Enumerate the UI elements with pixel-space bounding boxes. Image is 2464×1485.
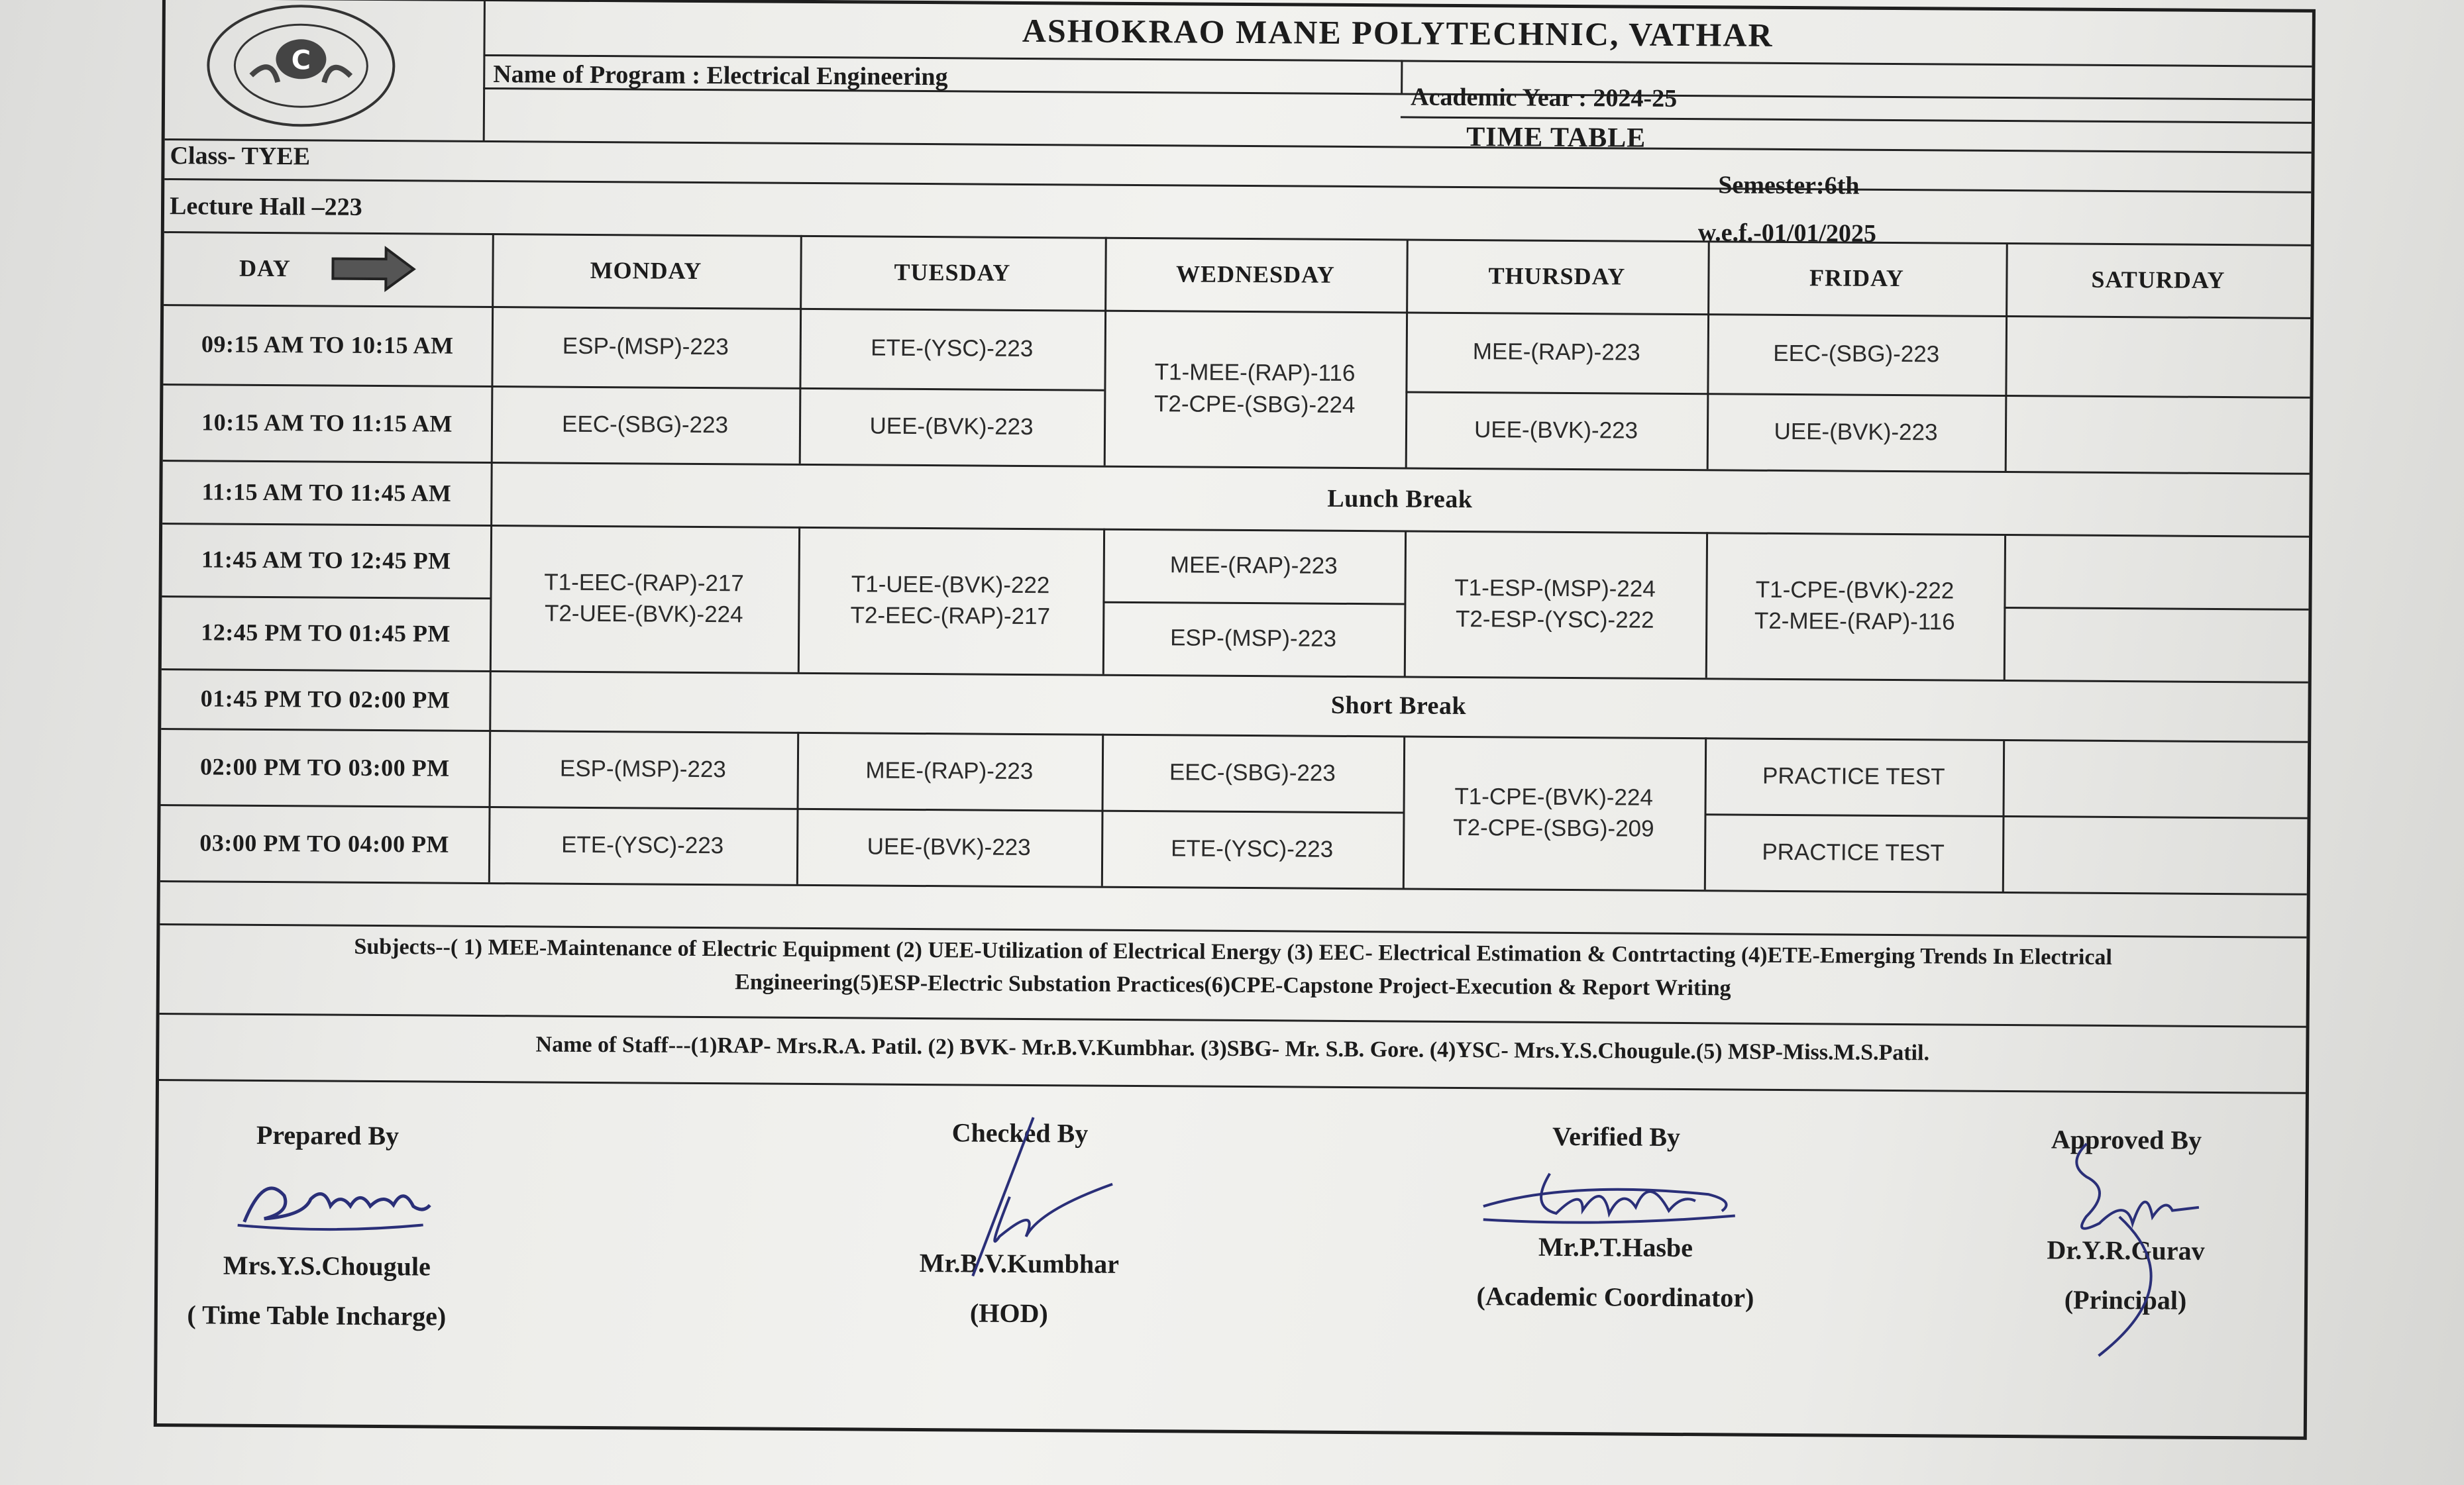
sign-verified xyxy=(1403,1119,1829,1313)
sign-checked-role: (HOD) xyxy=(969,1298,1048,1329)
signature-approved xyxy=(2039,1123,2212,1363)
sign-verified-title: Verified By xyxy=(1552,1121,1681,1152)
slot-tue-lab xyxy=(798,527,1103,674)
svg-text:C: C xyxy=(291,45,311,76)
time-slot-8: 03:00 PM TO 04:00 PM xyxy=(199,829,450,858)
slot-thu-lab-t2: T2-ESP-(YSC)-222 xyxy=(1455,605,1654,633)
slot-thu-lab2-t1: T1-CPE-(BVK)-224 xyxy=(1454,783,1654,811)
slot-mon-lab-t2: T2-UEE-(BVK)-224 xyxy=(544,600,743,628)
slot-mon-lab xyxy=(490,525,798,672)
semester-label: Semester:6th xyxy=(1718,171,1860,200)
day-label: DAY xyxy=(239,254,291,282)
time-slot-1: 09:15 AM TO 10:15 AM xyxy=(201,331,454,359)
slot-tue-1: ETE-(YSC)-223 xyxy=(871,334,1034,362)
signature-checked xyxy=(946,1110,1120,1290)
slot-mon-1: ESP-(MSP)-223 xyxy=(562,333,729,360)
sign-prepared xyxy=(171,1119,484,1332)
sign-prepared-title: Prepared By xyxy=(256,1119,400,1151)
slot-tue-lab-t1: T1-UEE-(BVK)-222 xyxy=(851,571,1050,598)
academic-year: Academic Year : 2024-25 xyxy=(1410,83,1678,113)
day-saturday: SATURDAY xyxy=(2091,266,2225,294)
slot-fri-1: EEC-(SBG)-223 xyxy=(1773,340,1940,368)
time-slot-5: 12:45 PM TO 01:45 PM xyxy=(201,619,451,647)
slot-wed-5: EEC-(SBG)-223 xyxy=(1169,759,1336,786)
slot-wed-3: MEE-(RAP)-223 xyxy=(1169,552,1338,580)
class-label: Class- TYEE xyxy=(170,142,311,171)
program-name: Name of Program : Electrical Engineering xyxy=(493,60,948,91)
sign-checked-title: Checked By xyxy=(951,1117,1089,1149)
sign-checked xyxy=(853,1116,1186,1329)
short-break: Short Break xyxy=(1330,691,1467,721)
slot-thu-lab xyxy=(1404,530,1706,678)
time-slot-2: 10:15 AM TO 11:15 AM xyxy=(201,408,453,437)
signature-prepared xyxy=(225,1159,437,1240)
arrow-right-icon xyxy=(331,246,417,293)
sign-prepared-name: Mrs.Y.S.Chougule xyxy=(223,1250,431,1282)
slot-mon-2: EEC-(SBG)-223 xyxy=(561,411,729,438)
sign-approved xyxy=(1966,1123,2286,1317)
day-tuesday: TUESDAY xyxy=(894,258,1011,286)
slot-mon-5: ESP-(MSP)-223 xyxy=(559,755,726,783)
time-slot-6: 01:45 PM TO 02:00 PM xyxy=(200,685,451,713)
sign-verified-name: Mr.P.T.Hasbe xyxy=(1538,1231,1693,1263)
slot-wed-6: ETE-(YSC)-223 xyxy=(1171,835,1334,862)
subjects-legend-line1: Subjects--( 1) MEE-Maintenance of Electric Equipment (2) UEE-Utilization of Electrical Energy (3) EEC- Electrical Estimation & Contrtacting (4)ETE-Emerging Trends In Electrical xyxy=(354,934,2113,970)
day-monday: MONDAY xyxy=(590,256,702,284)
document-title: TIME TABLE xyxy=(1466,122,1646,154)
sign-prepared-role: ( Time Table Incharge) xyxy=(187,1300,447,1331)
timetable-sheet xyxy=(154,0,2316,1440)
slot-thu-1: MEE-(RAP)-223 xyxy=(1472,338,1640,366)
slot-fri-5: PRACTICE TEST xyxy=(1762,762,1945,790)
lunch-break: Lunch Break xyxy=(1327,484,1473,513)
slot-thu-2: UEE-(BVK)-223 xyxy=(1473,416,1638,444)
slot-fri-lab xyxy=(1705,532,2004,680)
slot-fri-6: PRACTICE TEST xyxy=(1762,839,1945,866)
slot-thu-lab2-t2: T2-CPE-(SBG)-209 xyxy=(1453,814,1654,842)
signature-verified xyxy=(1470,1153,1749,1235)
slot-tue-lab-t2: T2-EEC-(RAP)-217 xyxy=(850,602,1051,630)
sign-approved-title: Approved By xyxy=(2051,1124,2202,1155)
lecture-hall-label: Lecture Hall –223 xyxy=(169,192,362,221)
slot-tue-2: UEE-(BVK)-223 xyxy=(869,413,1034,440)
sign-approved-name: Dr.Y.R.Gurav xyxy=(2047,1235,2205,1266)
staff-legend: Name of Staff---(1)RAP- Mrs.R.A. Patil. (2) BVK- Mr.B.V.Kumbhar. (3)SBG- Mr. S.B. Gore. (4)YSC- Mrs.Y.S.Chougule.(5) MSP-Miss.M.S.Patil. xyxy=(535,1032,1930,1066)
sign-verified-role: (Academic Coordinator) xyxy=(1476,1281,1754,1313)
slot-tue-5: MEE-(RAP)-223 xyxy=(865,757,1034,784)
slot-wed-lab xyxy=(1104,310,1406,468)
slot-tue-6: UEE-(BVK)-223 xyxy=(867,833,1031,860)
day-header xyxy=(164,231,492,306)
slot-mon-6: ETE-(YSC)-223 xyxy=(561,831,724,859)
slot-wed-lab-t2: T2-CPE-(SBG)-224 xyxy=(1153,390,1356,418)
time-slot-3: 11:15 AM TO 11:45 AM xyxy=(201,478,452,507)
wef-date: w.e.f.-01/01/2025 xyxy=(1697,219,1877,248)
slot-mon-lab-t1: T1-EEC-(RAP)-217 xyxy=(544,569,744,597)
slot-wed-4: ESP-(MSP)-223 xyxy=(1170,625,1337,652)
sign-approved-role: (Principal) xyxy=(2064,1284,2187,1315)
day-thursday: THURSDAY xyxy=(1488,262,1626,290)
slot-thu-lab2 xyxy=(1403,735,1705,890)
institute-logo xyxy=(205,2,398,129)
institute-name: ASHOKRAO MANE POLYTECHNIC, VATHAR xyxy=(1022,11,1774,54)
slot-wed-lab-t1: T1-MEE-(RAP)-116 xyxy=(1154,359,1356,387)
slot-fri-lab-t2: T2-MEE-(RAP)-116 xyxy=(1754,607,1955,635)
day-wednesday: WEDNESDAY xyxy=(1175,260,1335,288)
time-slot-7: 02:00 PM TO 03:00 PM xyxy=(199,752,450,782)
subjects-legend-line2: Engineering(5)ESP-Electric Substation Practices(6)CPE-Capstone Project-Execution & Report Writing xyxy=(735,970,1731,1001)
slot-thu-lab-t1: T1-ESP-(MSP)-224 xyxy=(1454,574,1656,602)
slot-fri-2: UEE-(BVK)-223 xyxy=(1774,418,1938,446)
sign-checked-name: Mr.B.V.Kumbhar xyxy=(919,1248,1120,1279)
slot-fri-lab-t1: T1-CPE-(BVK)-222 xyxy=(1755,576,1955,604)
day-friday: FRIDAY xyxy=(1809,264,1904,292)
time-slot-4: 11:45 AM TO 12:45 PM xyxy=(201,546,451,574)
